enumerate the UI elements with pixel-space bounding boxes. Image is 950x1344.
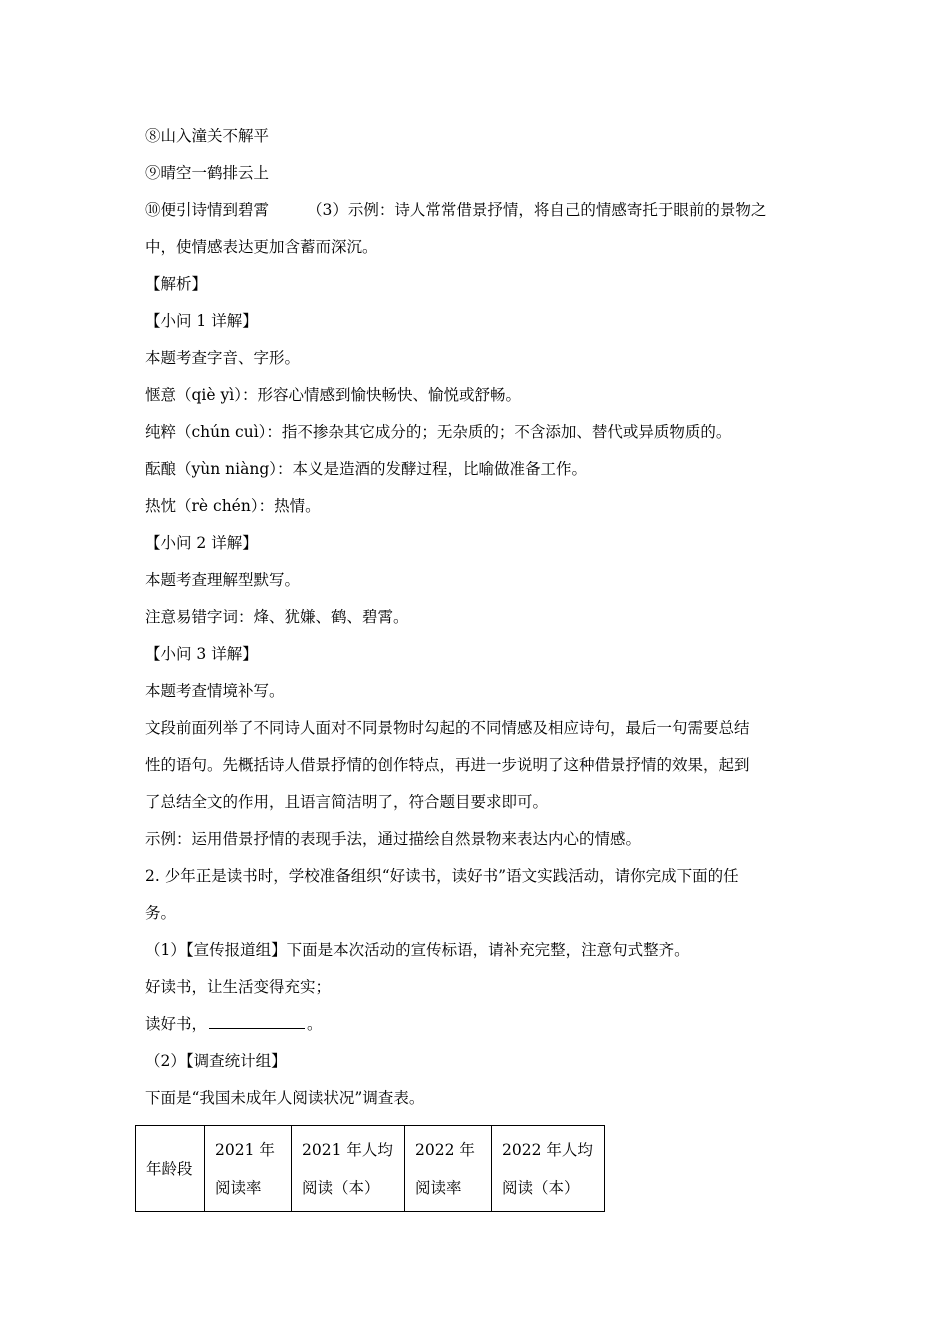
document-page [145,118,811,1117]
answer-blank [209,1014,305,1029]
analysis-heading: 【解析】 [145,275,208,293]
header-cell-text: 阅读（本） [502,1178,580,1197]
question-2-line-2: 务。 [145,904,177,922]
table-header-row [136,1126,605,1212]
sub-question-2-heading: 【小问 2 详解】 [145,534,258,552]
answer-line-8: ⑧山入潼关不解平 [145,127,270,145]
survey-table [135,1125,605,1212]
header-cell-text: 年龄段 [146,1159,193,1178]
q1-intro: 本题考查字音、字形。 [145,349,301,367]
task-2-heading: （2）【调查统计组】 [145,1052,287,1070]
q1-word-qieyi: 惬意（qiè yì）：形容心情感到愉快畅快、愉悦或舒畅。 [145,386,521,404]
header-cell-text: 2021 年 [215,1140,275,1159]
answer-3-example: （3）示例：诗人常常借景抒情，将自己的情感寄托于眼前的景物之 [307,201,767,219]
slogan-line-2-prefix: 读好书， [145,1015,208,1033]
slogan-line-1: 好读书，让生活变得充实； [145,978,332,996]
q3-intro: 本题考查情境补写。 [145,682,285,700]
header-cell-text: 2022 年人均 [502,1140,593,1159]
q3-para-line-1: 文段前面列举了不同诗人面对不同景物时勾起的不同情感及相应诗句，最后一句需要总结 [145,719,750,737]
header-2021-per-capita [292,1126,405,1212]
header-2021-rate [205,1126,292,1212]
header-2022-per-capita [492,1126,605,1212]
q3-para-line-3: 了总结全文的作用，且语言简洁明了，符合题目要求即可。 [145,793,549,811]
q2-intro: 本题考查理解型默写。 [145,571,301,589]
header-age-group [136,1126,205,1212]
q3-example: 示例：运用借景抒情的表现手法，通过描绘自然景物来表达内心的情感。 [145,830,642,848]
question-2-line-1: 2. 少年正是读书时，学校准备组织“好读书，读好书”语文实践活动，请你完成下面的任 [145,867,739,885]
table-intro: 下面是“我国未成年人阅读状况”调查表。 [145,1089,425,1107]
answer-3-continued: 中，使情感表达更加含蓄而深沉。 [145,238,378,256]
sub-question-1-heading: 【小问 1 详解】 [145,312,258,330]
header-cell-text: 2021 年人均 [302,1140,393,1159]
q1-word-yunniang: 酝酿（yùn niàng）：本义是造酒的发酵过程，比喻做准备工作。 [145,460,587,478]
header-cell-text: 阅读（本） [302,1178,380,1197]
q2-note: 注意易错字词：烽、犹嫌、鹤、碧霄。 [145,608,409,626]
q1-word-rechen: 热忱（rè chén）：热情。 [145,497,321,515]
answer-line-10 [145,192,811,229]
slogan-line-2-suffix: 。 [307,1015,323,1033]
q3-para-line-2: 性的语句。先概括诗人借景抒情的创作特点，再进一步说明了这种借景抒情的效果，起到 [145,756,750,774]
header-cell-text: 2022 年 [415,1140,475,1159]
answer-line-9: ⑨晴空一鹤排云上 [145,164,270,182]
q1-word-chuncui: 纯粹（chún cuì）：指不掺杂其它成分的；无杂质的；不含添加、替代或异质物质的。 [145,423,732,441]
task-1-prompt: （1）【宣传报道组】下面是本次活动的宣传标语，请补充完整，注意句式整齐。 [145,941,690,959]
answer-10-text: ⑩便引诗情到碧霄 [145,201,270,219]
slogan-line-2 [145,1006,811,1043]
header-2022-rate [405,1126,492,1212]
sub-question-3-heading: 【小问 3 详解】 [145,645,258,663]
header-cell-text: 阅读率 [415,1178,462,1197]
header-cell-text: 阅读率 [215,1178,262,1197]
